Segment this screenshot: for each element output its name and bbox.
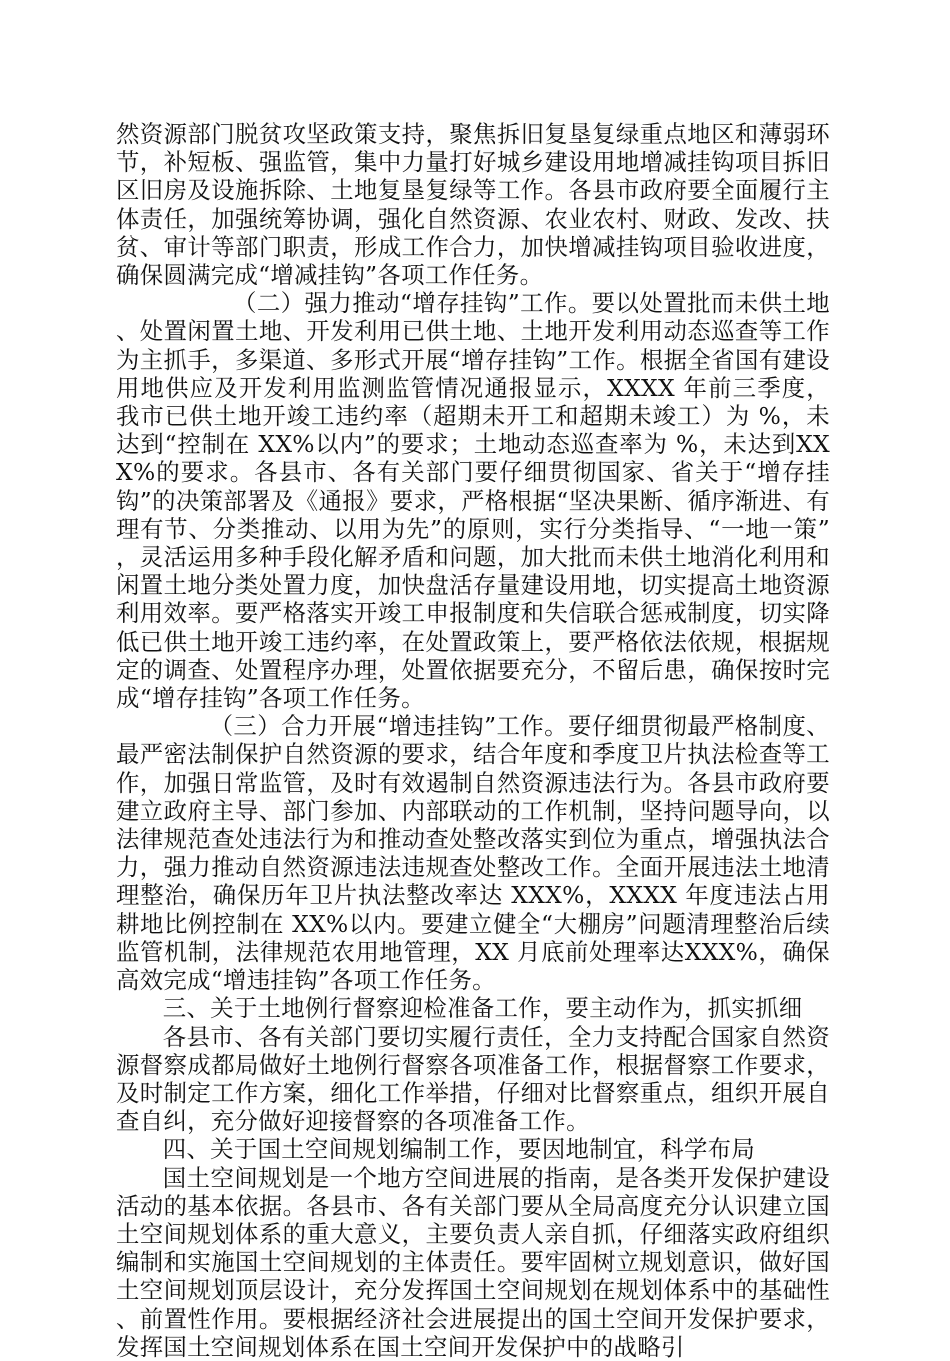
paragraph-increase-violation-linkage: （三）合力开展“增违挂钩”工作。要仔细贯彻最严格制度、最严密法制保护自然资源的要求，结合年度和季度卫片执法检查等工作，加强日常监管，及时有效遏制自然资源违法行为。各县市政府要建立政府主导、部门参加、内部联动的工作机制，坚持问题导向，以法律规范查处违法行为和推动查处整改落实到位为重点，增强执法合力，强力推动自然资源违法违规查处整改工作。全面开展违法土地清理整治，确保历年卫片执法整改率达 XXX%，XXXX 年度违法占用耕地比例控制在 XX%以内。要建立健全“大棚房”问题清理整治后续监管机制，法律规范农用地管理，XX 月底前处理率达XXX%，确保高效完成“增违挂钩”各项工作任务。 <box>116 712 830 995</box>
document-page <box>116 120 830 1361</box>
section-heading-spatial-planning: 四、关于国土空间规划编制工作，要因地制宜，科学布局 <box>162 1135 756 1164</box>
paragraph-increase-stock-linkage: （二）强力推动“增存挂钩”工作。要以处置批而未供土地、处置闲置土地、开发利用已供土地、土地开发利用动态巡查等工作为主抓手，多渠道、多形式开展“增存挂钩”工作。根据全省国有建设用地供应及开发利用监测监管情况通报显示，XXXX 年前三季度，我市已供土地开竣工违约率（超期未开工和超期未竣工）为 %，未达到“控制在 XX%以内”的要求；土地动态巡查率为 %，未达到XXX%的要求。各县市、各有关部门要仔细贯彻国家、省关于“增存挂钩”的决策部署及《通报》要求，严格根据“坚决果断、循序渐进、有理有节、分类推动、以用为先”的原则，实行分类指导、“一地一策”，灵活运用多种手段化解矛盾和问题，加大批而未供土地消化利用和闲置土地分类处置力度，加快盘活存量建设用地，切实提高土地资源利用效率。要严格落实开竣工申报制度和失信联合惩戒制度，切实降低已供土地开竣工违约率，在处置政策上，要严格依法依规，根据规定的调查、处置程序办理，处置依据要充分，不留后患，确保按时完成“增存挂钩”各项工作任务。 <box>116 289 830 713</box>
paragraph-continuation: 然资源部门脱贫攻坚政策支持，聚焦拆旧复垦复绿重点地区和薄弱环节，补短板、强监管，集中力量打好城乡建设用地增减挂钩项目拆旧区旧房及设施拆除、土地复垦复绿等工作。各县市政府要全面履行主体责任，加强统筹协调，强化自然资源、农业农村、财政、发改、扶贫、审计等部门职责，形成工作合力，加快增减挂钩项目验收进度，确保圆满完成“增减挂钩”各项工作任务。 <box>116 120 830 290</box>
section-heading-land-inspection: 三、关于土地例行督察迎检准备工作，要主动作为，抓实抓细 <box>162 994 803 1023</box>
paragraph-land-inspection: 各县市、各有关部门要切实履行责任，全力支持配合国家自然资源督察成都局做好土地例行督察各项准备工作，根据督察工作要求，及时制定工作方案，细化工作举措，仔细对比督察重点，组织开展自查自纠，充分做好迎接督察的各项准备工作。 <box>116 1022 830 1136</box>
paragraph-spatial-planning: 国土空间规划是一个地方空间进展的指南，是各类开发保护建设活动的基本依据。各县市、各有关部门要从全局高度充分认识建立国土空间规划体系的重大意义，主要负责人亲自抓，仔细落实政府组织编制和实施国土空间规划的主体责任。要牢固树立规划意识，做好国土空间规划顶层设计，充分发挥国土空间规划在规划体系中的基础性、前置性作用。要根据经济社会进展提出的国土空间开发保护要求，发挥国土空间规划体系在国土空间开发保护中的战略引 <box>116 1163 830 1361</box>
